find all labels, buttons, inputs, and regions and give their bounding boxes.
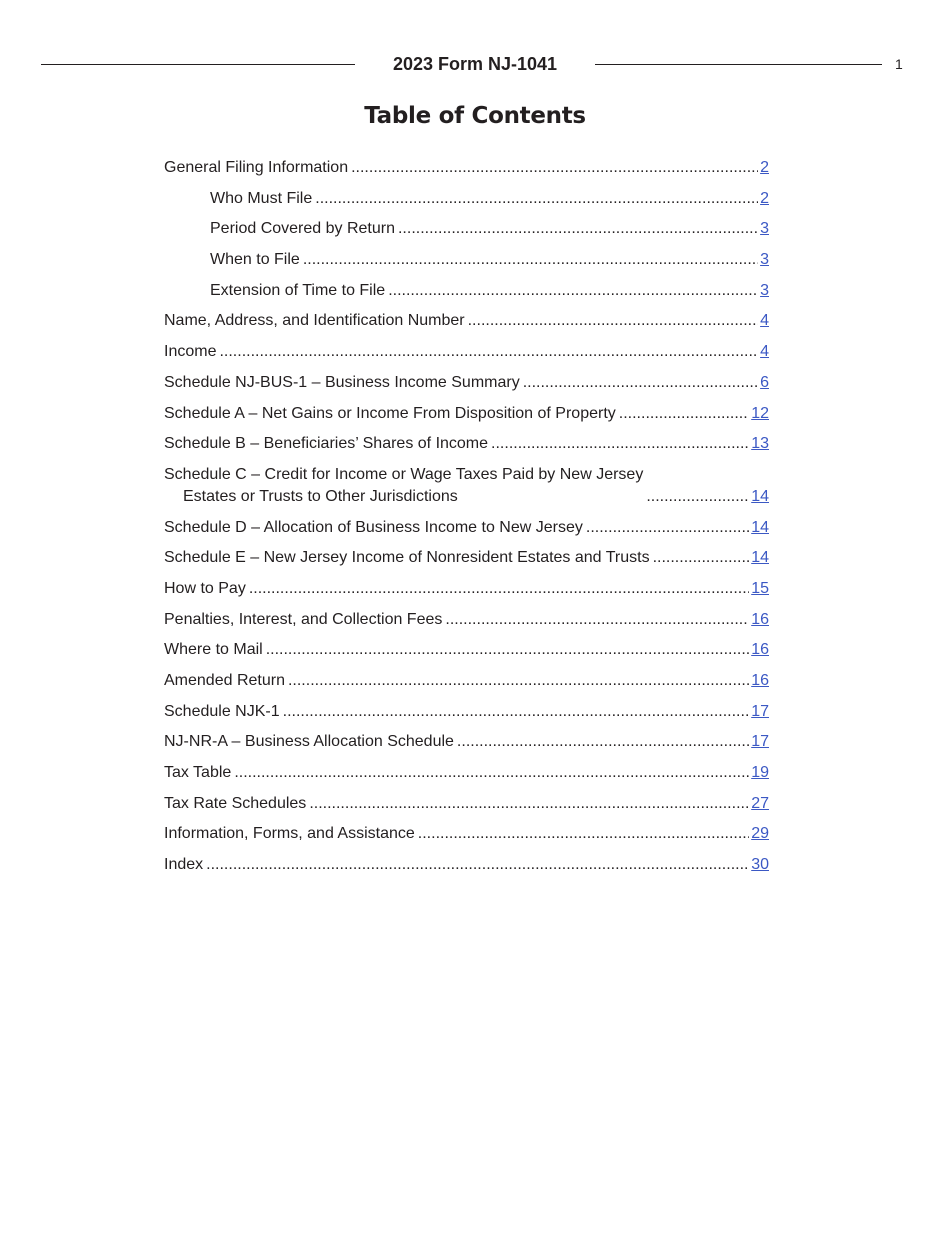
dot-leader xyxy=(457,731,749,753)
toc-entry-general-filing-information xyxy=(164,157,769,179)
dot-leader xyxy=(418,823,749,845)
toc-page-link[interactable]: 3 xyxy=(760,251,769,269)
toc-entry-label: Where to Mail xyxy=(164,641,263,659)
toc-page-link[interactable]: 14 xyxy=(751,487,769,505)
toc-title: Table of Contents xyxy=(364,103,586,129)
page-number: 1 xyxy=(895,56,903,72)
toc-entry-label: Who Must File xyxy=(210,189,313,207)
toc-entry-label: Schedule NJ-BUS-1 – Business Income Summary xyxy=(164,373,520,391)
dot-leader xyxy=(523,372,758,394)
toc-entry-schedule-b xyxy=(164,433,769,455)
toc-page-link[interactable]: 6 xyxy=(760,373,769,391)
header-rule-left xyxy=(41,64,355,65)
dot-leader xyxy=(234,762,749,784)
dot-leader xyxy=(468,310,758,332)
toc-entry-label: Name, Address, and Identification Number xyxy=(164,312,465,330)
toc-entry-label: Period Covered by Return xyxy=(210,220,395,238)
toc-entry-label: Tax Table xyxy=(164,764,232,782)
dot-leader xyxy=(646,486,749,508)
toc-entry-label: Penalties, Interest, and Collection Fees xyxy=(164,610,443,628)
toc-entry-schedule-njk-1 xyxy=(164,701,769,723)
toc-entry-label: Schedule C – Credit for Income or Wage Taxes Paid by New Jersey xyxy=(164,465,644,483)
toc-entry-label: Schedule D – Allocation of Business Income to New Jersey xyxy=(164,518,583,536)
dot-leader xyxy=(315,188,758,210)
toc-page-link[interactable]: 2 xyxy=(760,189,769,207)
toc-entry-label: Tax Rate Schedules xyxy=(164,794,307,812)
dot-leader xyxy=(491,433,749,455)
toc-entry-label: Index xyxy=(164,856,204,874)
dot-leader xyxy=(398,218,758,240)
toc-entry-label: General Filing Information xyxy=(164,159,349,176)
toc-page-link[interactable]: 13 xyxy=(751,435,769,453)
toc-page-link[interactable]: 27 xyxy=(751,794,769,812)
toc-entry-when-to-file xyxy=(164,249,769,271)
toc-entry-schedule-nj-bus-1 xyxy=(164,372,769,394)
toc-entry-label: Schedule NJK-1 xyxy=(164,702,280,720)
toc-entry-name-address-id xyxy=(164,310,769,332)
toc-entry-label: Schedule B – Beneficiaries’ Shares of Income xyxy=(164,435,489,453)
toc-entry-tax-table xyxy=(164,762,769,784)
toc-entry-where-to-mail xyxy=(164,639,769,661)
toc-entry-label: When to File xyxy=(210,251,300,269)
dot-leader xyxy=(388,280,758,302)
toc-page-link[interactable]: 16 xyxy=(751,672,769,689)
toc-page-link[interactable]: 17 xyxy=(751,702,769,720)
toc-entry-tax-rate-schedules xyxy=(164,793,769,815)
toc-entry-label-line2: Estates or Trusts to Other Jurisdictions xyxy=(183,487,458,505)
toc-page-link[interactable]: 14 xyxy=(751,518,769,536)
toc-entry-label: Amended Return xyxy=(164,672,285,689)
dot-leader xyxy=(206,854,749,876)
toc-entry-how-to-pay xyxy=(164,578,769,600)
table-of-contents xyxy=(164,157,769,885)
dot-leader xyxy=(249,578,749,600)
toc-entry-label: Information, Forms, and Assistance xyxy=(164,825,415,843)
toc-entry-index xyxy=(164,854,769,876)
toc-entry-income xyxy=(164,341,769,363)
toc-entry-label-wrap xyxy=(164,464,643,508)
form-title: 2023 Form NJ-1041 xyxy=(392,54,558,74)
toc-entry-schedule-e xyxy=(164,547,769,569)
toc-page-link[interactable]: 12 xyxy=(751,404,769,422)
toc-entry-information-forms-assistance xyxy=(164,823,769,845)
toc-entry-schedule-d xyxy=(164,517,769,539)
toc-page-link[interactable]: 15 xyxy=(751,579,769,597)
toc-entry-label: Extension of Time to File xyxy=(210,281,386,299)
toc-entry-nj-nr-a xyxy=(164,731,769,753)
dot-leader xyxy=(351,157,758,179)
toc-page-link[interactable]: 3 xyxy=(760,281,769,299)
toc-page-link[interactable]: 14 xyxy=(751,549,769,567)
toc-page-link[interactable]: 30 xyxy=(751,856,769,874)
toc-entry-label: Income xyxy=(164,343,217,361)
toc-entry-label: How to Pay xyxy=(164,579,246,597)
dot-leader xyxy=(586,517,749,539)
toc-entry-schedule-a xyxy=(164,403,769,425)
toc-page-link[interactable]: 19 xyxy=(751,764,769,782)
toc-page-link[interactable]: 16 xyxy=(751,610,769,628)
toc-entry-who-must-file xyxy=(164,188,769,210)
toc-page-link[interactable]: 4 xyxy=(760,343,769,361)
toc-entry-label: NJ-NR-A – Business Allocation Schedule xyxy=(164,733,454,751)
dot-leader xyxy=(219,341,758,363)
dot-leader xyxy=(309,793,749,815)
toc-page-link[interactable]: 16 xyxy=(751,641,769,659)
dot-leader xyxy=(303,249,758,271)
toc-entry-label: Schedule A – Net Gains or Income From Disposition of Property xyxy=(164,404,616,422)
toc-entry-schedule-c xyxy=(164,464,769,508)
toc-entry-extension-of-time xyxy=(164,280,769,302)
toc-page-link[interactable]: 29 xyxy=(751,825,769,843)
dot-leader xyxy=(445,609,749,631)
toc-entry-period-covered xyxy=(164,218,769,240)
toc-entry-label: Schedule E – New Jersey Income of Nonresident Estates and Trusts xyxy=(164,549,650,567)
dot-leader xyxy=(283,701,750,723)
dot-leader xyxy=(619,403,749,425)
dot-leader xyxy=(288,670,749,692)
toc-entry-penalties xyxy=(164,609,769,631)
toc-page-link[interactable]: 4 xyxy=(760,312,769,330)
toc-page-link[interactable]: 2 xyxy=(760,159,769,176)
toc-entry-amended-return xyxy=(164,670,769,692)
dot-leader xyxy=(266,639,750,661)
toc-page-link[interactable]: 3 xyxy=(760,220,769,238)
toc-page-link[interactable]: 17 xyxy=(751,733,769,751)
header-rule-right xyxy=(595,64,882,65)
dot-leader xyxy=(653,547,750,569)
